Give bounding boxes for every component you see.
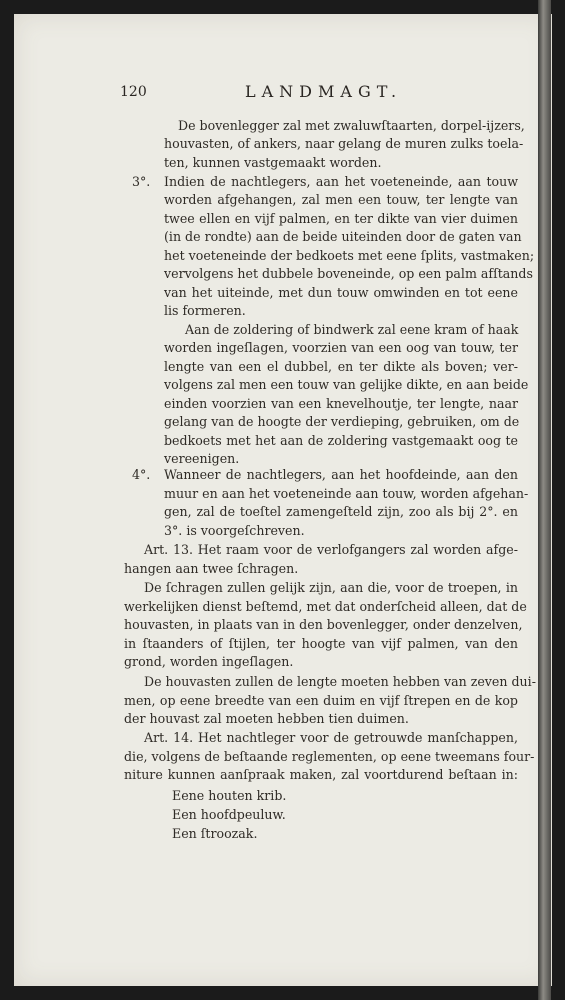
text-line: lengte van een el dubbel, en ter dikte als boven; ver- — [164, 359, 518, 374]
text-line: hangen aan twee ſchragen. — [124, 561, 299, 576]
text-line: gen, zal de toeſtel zamengeſteld zijn, zoo als bij 2°. en — [164, 504, 518, 519]
text-line: houvasten, of ankers, naar gelang de muren zulks toela- — [164, 136, 524, 151]
text-line: bedkoets met het aan de zoldering vastgemaakt oog te — [164, 433, 518, 448]
text-line: Aan de zoldering of bindwerk zal eene kram of haak — [185, 322, 519, 337]
text-line: van het uiteinde, met dun touw omwinden en tot eene — [164, 285, 518, 300]
text-line: der houvast zal moeten hebben tien duimen. — [124, 711, 409, 726]
text-line: in ſtaanders of ſtijlen, ter hoogte van vijf palmen, van den — [124, 636, 518, 651]
text-line: (in de rondte) aan de beide uiteinden door de gaten van — [164, 229, 522, 244]
text-line: muur en aan het voeteneinde aan touw, worden afgehan- — [164, 486, 529, 501]
page-number: 120 — [120, 84, 147, 100]
text-line: Indien de nachtlegers, aan het voeteneinde, aan touw — [164, 174, 518, 189]
text-line: het voeteneinde der bedkoets met eene ſplits, vastmaken; — [164, 248, 535, 263]
text-line: houvasten, in plaats van in den bovenlegger, onder denzelven, — [124, 617, 523, 632]
text-line: De houvasten zullen de lengte moeten hebben van zeven dui- — [144, 674, 536, 689]
text-line: einden voorzien van een knevelhoutje, ter lengte, naar — [164, 396, 518, 411]
text-line: Wanneer de nachtlegers, aan het hoofdeinde, aan den — [164, 467, 518, 482]
item-list — [172, 786, 286, 843]
text-line: worden afgehangen, zal men een touw, ter lengte van — [164, 192, 518, 207]
text-line: twee ellen en vijf palmen, en ter dikte van vier duimen — [164, 211, 518, 226]
text-line: 3°. is voorgeſchreven. — [164, 523, 305, 538]
text-line: worden ingeſlagen, voorzien van een oog van touw, ter — [164, 340, 518, 355]
text-line: werkelijken dienst beſtemd, met dat onderſcheid alleen, dat de — [124, 599, 527, 614]
text-line: men, op eene breedte van een duim en vijf ſtrepen en de kop — [124, 693, 518, 708]
text-line: vervolgens het dubbele boveneinde, op een palm afſtands — [164, 266, 533, 281]
text-line: ten, kunnen vastgemaakt worden. — [164, 155, 382, 170]
text-line: die, volgens de beſtaande reglementen, op eene tweemans four- — [124, 749, 535, 764]
text-line: gelang van de hoogte der verdieping, gebruiken, om de — [164, 414, 520, 429]
page-edge — [538, 0, 551, 1000]
list-item: Een ſtroozak. — [172, 826, 258, 841]
text-line: Art. 13. Het raam voor de verlofgangers zal worden afge- — [144, 542, 518, 557]
text-line: grond, worden ingeſlagen. — [124, 654, 294, 669]
text-line: De ſchragen zullen gelijk zijn, aan die, voor de troepen, in — [144, 580, 518, 595]
text-line: vereenigen. — [164, 451, 240, 466]
list-item: Eene houten krib. — [172, 788, 287, 803]
text-line: De bovenlegger zal met zwaluwſtaarten, dorpel-ijzers, — [178, 118, 525, 133]
text-line: lis formeren. — [164, 303, 246, 318]
running-title: LANDMAGT. — [245, 82, 403, 101]
text-line: niture kunnen aanſpraak maken, zal voortdurend beſtaan in: — [124, 767, 518, 782]
text-line: volgens zal men een touw van gelijke dikte, en aan beide — [164, 377, 529, 392]
item-marker-4: 4°. — [132, 467, 151, 482]
text-line: Art. 14. Het nachtleger voor de getrouwde manſchappen, — [144, 730, 518, 745]
item-marker-3: 3°. — [132, 174, 151, 189]
list-item: Een hoofdpeuluw. — [172, 807, 286, 822]
